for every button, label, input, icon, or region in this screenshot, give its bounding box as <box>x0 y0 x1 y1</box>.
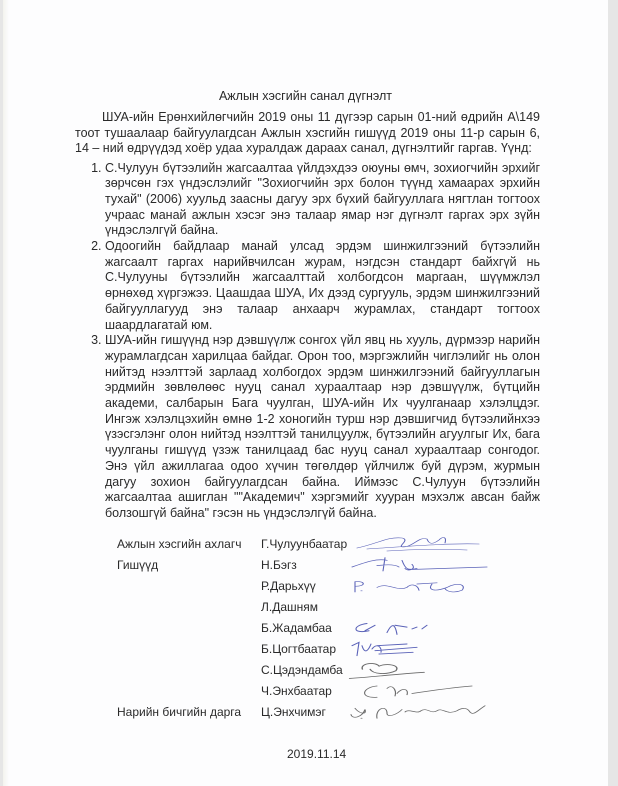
chair-row <box>3 534 608 555</box>
finding-item-2: 2. Одоогийн байдлаар манай улсад эрдэм шинжилгээний бүтээлийн жагсаалт гаргах нарийвчилсан журам, нэгдсэн стандарт байхгүй нь С.Чулууны бүтээлийн жагсаалттай холбогдсон маргаан, шүүмжлэл өрнөхөд хүргэжээ. Цаашдаа ШУА, Их дээд сургууль, эрдэм шинжилгээний байгууллагууд энэ талаар анхаарч журамлах, стандарт тогтоох шаардлагатай юм. <box>105 239 540 333</box>
chair-role: Ажлын хэсгийн ахлагч <box>117 536 242 551</box>
member-row <box>3 597 608 618</box>
intro-paragraph: ШУА-ийн Ерөнхийлөгчийн 2019 оны 11 дүгээр сарын 01-ний өдрийн А\149 тоот тушаалаар байгуулагдсан Ажлын хэсгийн гишүүд 2019 оны 11-р сарын 6, 14 – ний өдрүүдэд хоёр удаа хуралдаж дараах санал, дүгнэлтийг гаргав. Үүнд: <box>75 110 540 155</box>
signature-icon <box>347 639 427 659</box>
signature-block <box>3 534 608 723</box>
member-name: Л.Дашням <box>261 599 319 614</box>
member-name: Б.Цогтбаатар <box>261 641 337 656</box>
member-row <box>3 618 608 639</box>
secretary-name: Ц.Энхчимэг <box>261 704 326 719</box>
signature-icon <box>347 660 437 680</box>
document-date: 2019.11.14 <box>287 746 347 761</box>
member-row <box>3 576 608 597</box>
signature-icon <box>347 576 487 596</box>
member-name: Н.Бэгз <box>261 557 297 572</box>
member-name: Б.Жадамбаа <box>261 620 332 635</box>
findings-list <box>75 161 540 522</box>
document-title: Ажлын хэсгийн санал дүгнэлт <box>218 89 393 103</box>
secretary-role: Нарийн бичгийн дарга <box>117 704 242 719</box>
chair-name: Г.Чулуунбаатар <box>261 536 348 551</box>
member-name: С.Цэдэндамба <box>261 662 343 677</box>
signature-icon <box>347 618 447 638</box>
signature-icon <box>347 681 487 701</box>
finding-item-1: 1. С.Чулуун бүтээлийн жагсаалтаа үйлдэхдээ оюуны өмч, зохиогчийн эрхийг зөрчсөн гэх үндэслэлийг "Зохиогчийн эрх болон түүнд хамаарах эрхийн тухай" (2006) хуульд заасны дагуу эрх бүхий байгууллага нягтлан тогтоох учраас манай ажлын хэсэг энэ талаар ямар нэг дүгнэлт гаргах эрх зүйн үндэслэлгүй байна. <box>105 161 540 240</box>
secretary-row <box>3 702 608 723</box>
signature-icon <box>347 534 487 554</box>
member-name: Ч.Энхбаатар <box>261 683 332 698</box>
member-name: Р.Дарьхүү <box>261 578 316 593</box>
finding-item-3: 3. ШУА-ийн гишүүнд нэр дэвшүүлж сонгох үйл явц нь хууль, дүрмээр нарийн журамлагдсан харилцаа байдаг. Орон тоо, мэргэжлийн чиглэлийг нь олон нийтэд нээлттэй зарлаад холбогдох эрдэм шинжилгээний байгууллагын эрдмийн зөвлөлөөс нууц санал хураалтаар нэр дэвшүүлж, бүтцийн академи, салбарын Бага чуулган, ШУА-ийн Их чуулганаар хэлэлцдэг. Ингэж хэлэлцэхийн өмнө 1-2 хоногийн турш нэр дэвшигчид бүтээлийнхээ үзэсгэлэнг олон нийтэд нээлттэй танилцуулж, бүтээлийн агуулгыг Их, бага чуулганы гишүүд үзэж танилцаад бас нууц санал хураалтаар сонгодог. Энэ үйл ажиллагаа одоо хүчин төгөлдөр үйлчилж буй дүрэм, журмын дагуу зохион байгуулагдсан байна. Иймээс С.Чулуун бүтээлийн жагсаалтаа ашиглан ""Академич" хэргэмийг хууран мэхэлж авсан байж болзошгүй байна" гэсэн нь үндэслэлгүй байна. <box>105 333 540 521</box>
member-row <box>3 555 608 576</box>
members-role: Гишүүд <box>117 557 159 572</box>
member-row <box>3 681 608 702</box>
member-row <box>3 639 608 660</box>
signature-icon <box>347 555 497 575</box>
member-row <box>3 660 608 681</box>
document-page <box>3 0 608 786</box>
signature-icon <box>347 702 497 722</box>
